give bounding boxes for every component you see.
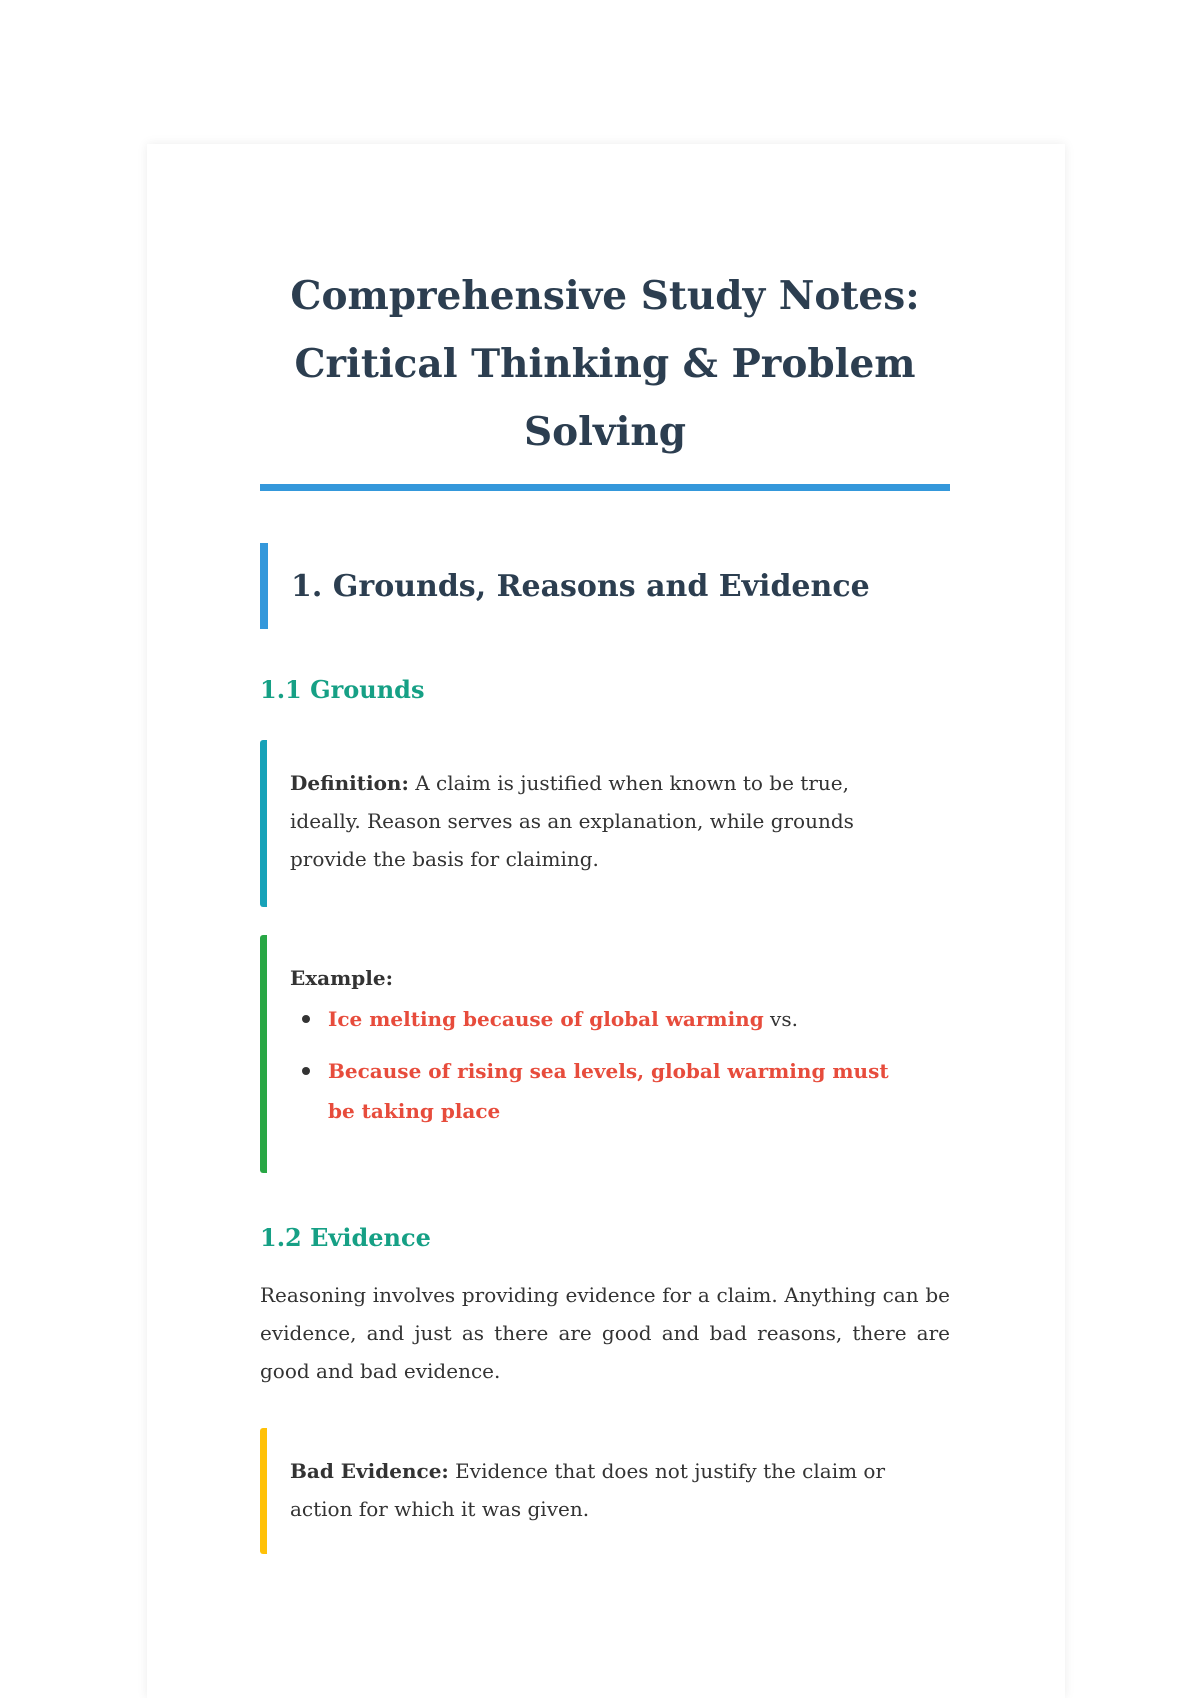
bad-evidence-callout: [260, 1428, 950, 1554]
definition-label: Definition:: [290, 771, 409, 795]
example-list: [290, 999, 920, 1131]
example-label: Example:: [290, 966, 393, 990]
example-item-suffix: vs.: [763, 1007, 798, 1031]
example-item: [300, 1051, 920, 1131]
document-content: [260, 262, 950, 1554]
document-page: [147, 144, 1065, 1698]
document-title: Comprehensive Study Notes: Critical Thinking & Problem Solving: [290, 273, 920, 455]
evidence-paragraph: Reasoning involves providing evidence for a claim. Anything can be evidence, and just as there are good and bad reasons, there are good and bad evidence.: [260, 1283, 950, 1383]
bad-evidence-label: Bad Evidence:: [290, 1459, 449, 1483]
subsection-grounds-heading: 1.1 Grounds: [260, 675, 425, 704]
example-item: [300, 999, 920, 1039]
subsection-evidence-heading: 1.2 Evidence: [260, 1223, 431, 1252]
definition-text: A claim is justified when known to be true, ideally. Reason serves as an explanation, while grounds provide the basis for claiming.: [290, 771, 854, 871]
section-1-heading: 1. Grounds, Reasons and Evidence: [291, 568, 870, 604]
example-item-highlight: Ice melting because of global warming: [328, 1007, 764, 1031]
definition-callout: [260, 740, 950, 907]
section-1-heading-block: [260, 543, 950, 629]
example-item-highlight: Because of rising sea levels, global warming must be taking place: [328, 1059, 889, 1123]
bad-evidence-text: Evidence that does not justify the claim or action for which it was given.: [290, 1459, 886, 1521]
example-callout: [260, 935, 950, 1173]
title-divider: [260, 484, 950, 491]
